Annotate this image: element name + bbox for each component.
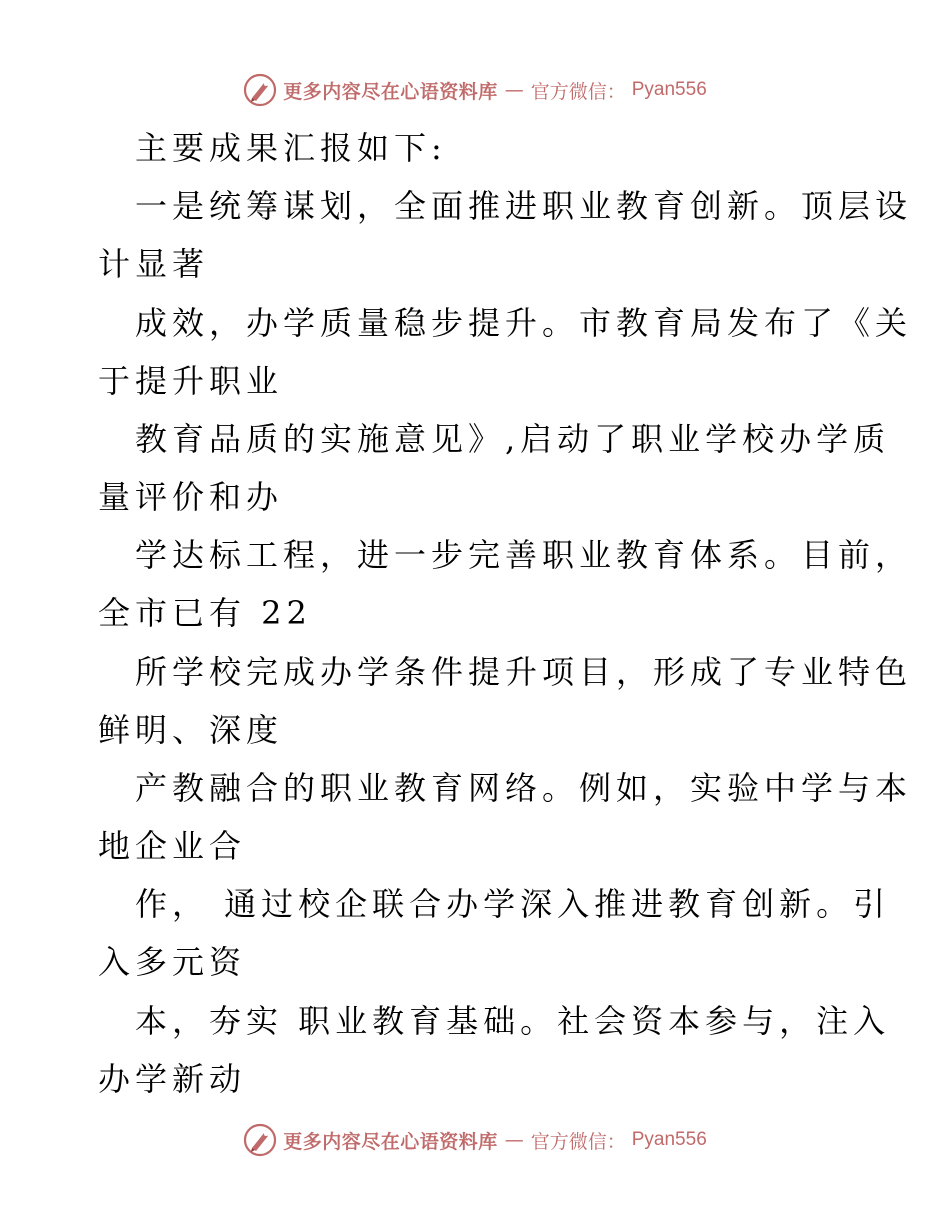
watermark-banner-top [0,70,950,110]
pen-logo-icon [243,73,277,107]
watermark-wechat-id: Pyan556 [631,79,707,100]
watermark-wechat-label: 官方微信： [530,1130,626,1153]
body-line: 地企业合 [98,827,247,865]
body-line: 本，夯实 职业教育基础。社会资本参与，注入 [135,1002,891,1040]
body-line: 办学新动 [98,1060,247,1098]
body-line: 成效，办学质量稳步提升。市教育局发布了《关 [135,304,913,342]
body-line: 作， 通过校企联合办学深入推进教育创新。引 [135,885,891,923]
watermark-main-text: 更多内容尽在心语资料库 [283,1130,498,1153]
watermark-main-text: 更多内容尽在心语资料库 [283,80,498,103]
body-line: 教育品质的实施意见》,启动了职业学校办学质 [135,420,891,458]
watermark-dash: — [504,79,524,101]
body-line: 主要成果汇报如下: [135,129,447,167]
body-line: 全市已有 22 [98,594,312,632]
watermark-wechat-id: Pyan556 [631,1129,707,1150]
body-line: 一是统筹谋划，全面推进职业教育创新。顶层设 [135,187,913,225]
watermark-banner-bottom [0,1120,950,1160]
body-line: 计显著 [98,245,210,283]
body-line: 入多元资 [98,943,247,981]
body-line: 鲜明、深度 [98,711,284,749]
body-line: 产教融合的职业教育网络。例如，实验中学与本 [135,769,913,807]
pen-logo-icon [243,1123,277,1157]
watermark-dash: — [504,1129,524,1151]
body-line: 量评价和办 [98,478,284,516]
watermark-wechat-label: 官方微信： [530,80,626,103]
body-line: 所学校完成办学条件提升项目，形成了专业特色 [135,653,913,691]
body-line: 于提升职业 [98,362,284,400]
body-line: 学达标工程，进一步完善职业教育体系。目前， [135,536,913,574]
